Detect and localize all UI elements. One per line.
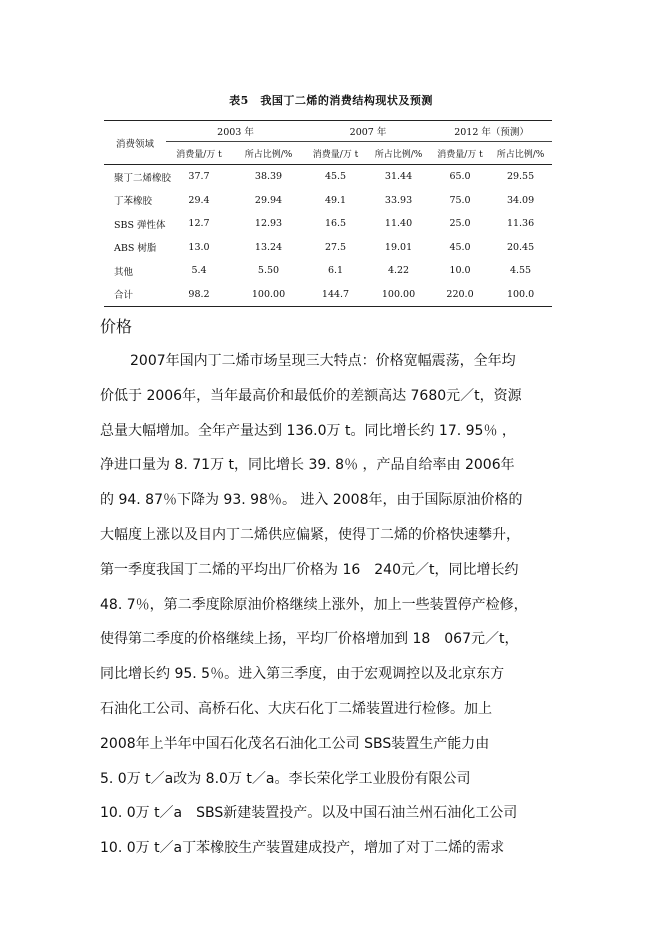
table-cell: 33.93 — [384, 194, 413, 206]
text-line: 2007年国内丁二烯市场呈现三大特点：价格宽幅震荡，全年均 — [130, 353, 516, 369]
table-cell: 100.00 — [366, 283, 431, 307]
table-cell: 144.7 — [305, 283, 366, 307]
table-row — [104, 189, 552, 213]
text-line: 2008年上半年中国石化茂名石油化工公司 SBS装置生产能力由 — [100, 735, 490, 752]
text-line: 5. 0万 t／a改为 8.0万 t／a。李长荣化学工业股份有限公司 — [100, 770, 471, 787]
table-row-total — [104, 283, 552, 307]
text-line: 10. 0万 t／a SBS新建装置投产。以及中国石油兰州石油化工公司 — [100, 805, 518, 822]
table-cell: 29.94 — [254, 194, 283, 206]
body-paragraph — [100, 344, 570, 866]
table-cell: 13.24 — [254, 241, 283, 253]
text-line: 价低于 2006年，当年最高价和最低价的差额高达 7680元／t，资源 — [100, 387, 522, 404]
table-cell: 16.5 — [324, 218, 347, 230]
table-cell: 27.5 — [324, 241, 347, 253]
table-cell: 25.0 — [449, 218, 471, 230]
section-heading: 价格 — [100, 317, 133, 336]
text-line: 大幅度上涨以及目内丁二烯供应偏紧，使得丁二烯的价格快速攀升， — [100, 526, 520, 543]
row-label: 丁苯橡胶 — [114, 196, 153, 208]
table-cell: 6.1 — [327, 265, 344, 277]
year-header: 2007 年 — [305, 121, 431, 142]
field-header: 消费领域 — [104, 121, 166, 165]
table-cell: 29.4 — [188, 194, 210, 206]
year-header: 2003 年 — [166, 121, 305, 142]
column-header: 所占比例/% — [489, 142, 552, 165]
text-line: 10. 0万 t／a丁苯橡胶生产装置建成投产，增加了对丁二烯的需求 — [100, 840, 505, 857]
table-row — [104, 259, 552, 283]
row-label: ABS 树脂 — [114, 243, 157, 255]
table-cell: 12.93 — [254, 218, 283, 230]
column-header: 所占比例/% — [232, 142, 305, 165]
table-cell: 38.39 — [254, 171, 283, 183]
row-label: SBS 弹性体 — [114, 219, 166, 231]
text-line: 净进口量为 8. 71万 t，同比增长 39. 8％ ，产品自给率由 2006年 — [100, 457, 515, 474]
text-line: 石油化工公司、高桥石化、大庆石化丁二烯装置进行检修。加上 — [100, 700, 492, 717]
table-cell: 45.5 — [324, 171, 347, 183]
table-row — [104, 212, 552, 236]
year-header: 2012 年（预测） — [431, 121, 552, 142]
table-cell: 31.44 — [384, 171, 413, 183]
row-label: 合计 — [104, 283, 166, 307]
table-cell: 34.09 — [506, 194, 535, 206]
consumption-structure-table — [104, 120, 552, 307]
table-cell: 10.0 — [449, 265, 471, 277]
text-line: 第一季度我国丁二烯的平均出厂价格为 16 240元／t，同比增长约 — [100, 561, 519, 578]
column-header: 消费量/万 t — [305, 142, 366, 165]
table-row — [104, 236, 552, 260]
row-label: 聚丁二烯橡胶 — [114, 172, 172, 184]
table-cell: 11.36 — [506, 218, 535, 230]
column-header: 所占比例/% — [366, 142, 431, 165]
text-line: 同比增长约 95. 5％。进入第三季度，由于宏观调控以及北京东方 — [100, 666, 505, 683]
table-cell: 75.0 — [449, 194, 471, 206]
table-cell: 65.0 — [449, 171, 471, 183]
text-line: 的 94. 87％下降为 93. 98％。 进入 2008年，由于国际原油价格的 — [100, 492, 523, 509]
table-cell: 5.50 — [257, 265, 280, 277]
table-cell: 49.1 — [324, 194, 347, 206]
column-header: 消费量/万 t — [431, 142, 489, 165]
text-line: 使得第二季度的价格继续上扬，平均厂价格增加到 18 067元／t， — [100, 631, 519, 648]
table-cell: 5.4 — [191, 265, 207, 277]
row-label: 其他 — [114, 266, 134, 278]
table-cell: 4.55 — [509, 265, 532, 277]
table-cell: 4.22 — [387, 265, 410, 277]
table-cell: 11.40 — [384, 218, 413, 230]
table-cell: 19.01 — [384, 241, 413, 253]
text-line: 总量大幅增加。全年产量达到 136.0万 t。同比增长约 17. 95％ ， — [100, 422, 516, 439]
table-cell: 20.45 — [506, 241, 535, 253]
text-line: 48. 7％，第二季度除原油价格继续上涨外，加上一些装置停产检修， — [100, 596, 528, 613]
table-cell: 13.0 — [188, 241, 210, 253]
table-cell: 100.0 — [489, 283, 552, 307]
table-cell: 29.55 — [506, 171, 535, 183]
table-cell: 45.0 — [449, 241, 471, 253]
column-header: 消费量/万 t — [166, 142, 232, 165]
table-title: 表5 我国丁二烯的消费结构现状及预测 — [229, 94, 433, 107]
table-cell: 100.00 — [232, 283, 305, 307]
table-cell: 12.7 — [188, 218, 210, 230]
table-cell: 98.2 — [166, 283, 232, 307]
table-row — [104, 165, 552, 189]
table-cell: 220.0 — [431, 283, 489, 307]
table-cell: 37.7 — [188, 171, 210, 183]
